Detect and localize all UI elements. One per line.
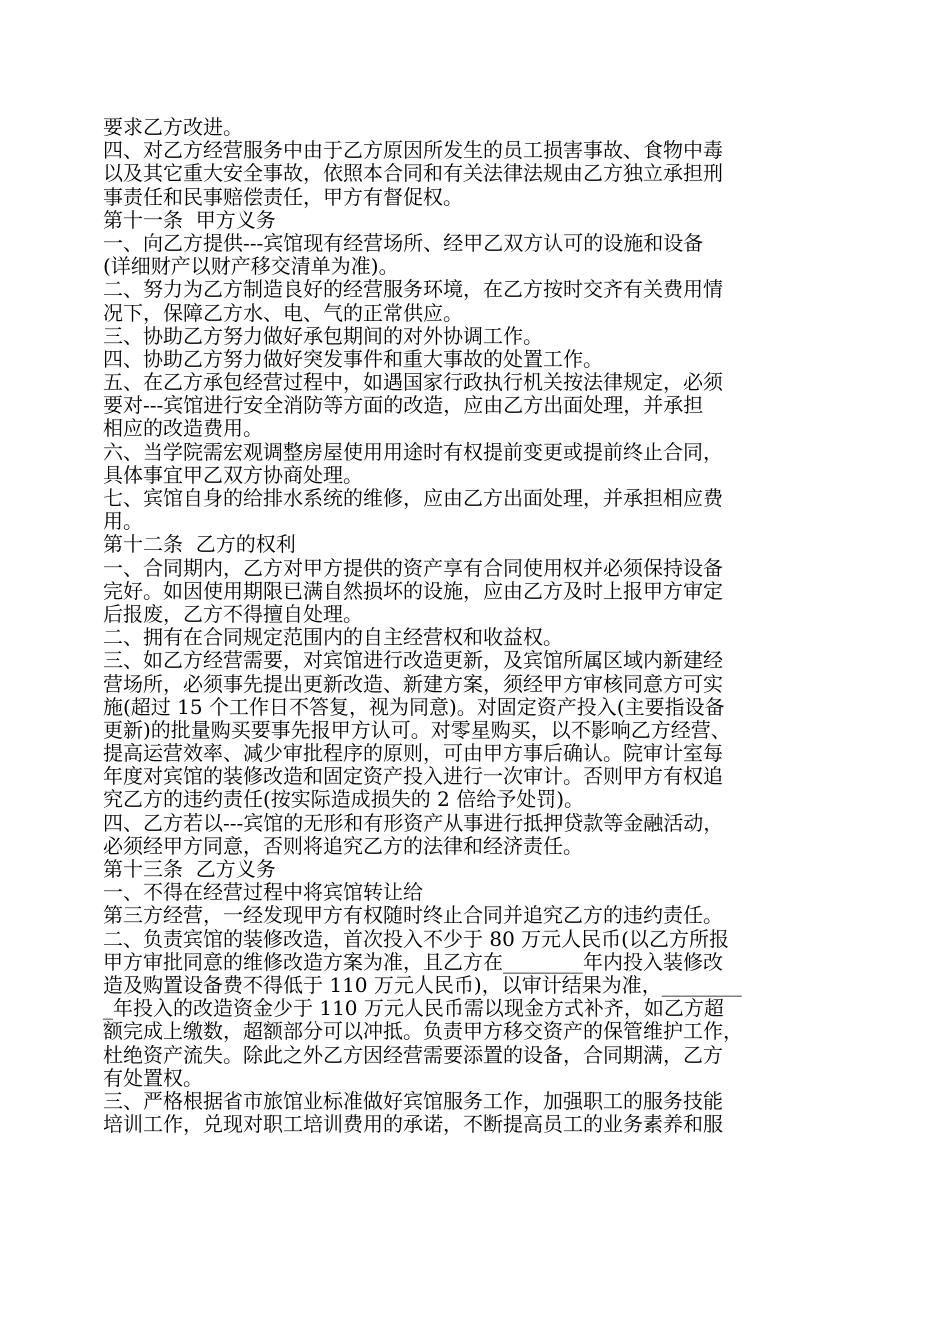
text-line: 施(超过 15 个工作日不答复，视为同意)。对固定资产投入(主要指设备 bbox=[103, 694, 725, 719]
text-line: 要求乙方改进。 bbox=[103, 115, 243, 139]
text-line: 二、拥有在合同规定范围内的自主经营权和收益权。 bbox=[103, 625, 563, 650]
text-line: 究乙方的违约责任(按实际造成损失的 2 倍给予处罚)。 bbox=[103, 787, 585, 812]
document-body bbox=[103, 116, 863, 1136]
text-line: 造及购置设备费不得低于 110 万元人民币)，以审计结果为准，________ bbox=[103, 972, 742, 997]
text-line: 七、宾馆自身的给排水系统的维修，应由乙方出面处理，并承担相应费 bbox=[103, 486, 723, 510]
text-line: 完好。如因使用期限已满自然损坏的设施，应由乙方及时上报甲方审定 bbox=[103, 578, 723, 603]
text-line: 甲方审批同意的维修改造方案为准，且乙方在________年内投入装修改 bbox=[103, 949, 723, 974]
text-line: 要对---宾馆进行安全消防等方面的改造，应由乙方出面处理，并承担 bbox=[103, 393, 704, 418]
text-line: 年度对宾馆的装修改造和固定资产投入进行一次审计。否则甲方有权追 bbox=[103, 764, 723, 789]
text-line: 培训工作，兑现对职工培训费用的承诺，不断提高员工的业务素养和服 bbox=[103, 1112, 723, 1137]
text-line: _年投入的改造资金少于 110 万元人民币需以现金方式补齐，如乙方超 bbox=[103, 996, 724, 1021]
text-line: 额完成上缴数，超额部分可以冲抵。负责甲方移交资产的保管维护工作， bbox=[103, 1019, 743, 1044]
text-line: 二、负责宾馆的装修改造，首次投入不少于 80 万元人民币(以乙方所报 bbox=[103, 926, 729, 951]
text-line: 相应的改造费用。 bbox=[103, 416, 263, 441]
text-line: 三、协助乙方努力做好承包期间的对外协调工作。 bbox=[103, 323, 543, 348]
text-line: 事责任和民事赔偿责任，甲方有督促权。 bbox=[103, 184, 463, 209]
text-line: 更新)的批量购买要事先报甲方认可。对零星购买，以不影响乙方经营、 bbox=[103, 717, 731, 742]
text-line: 四、对乙方经营服务中由于乙方原因所发生的员工损害事故、食物中毒 bbox=[103, 138, 723, 163]
text-line: 四、乙方若以---宾馆的无形和有形资产从事进行抵押贷款等金融活动， bbox=[103, 810, 724, 835]
text-line: 第三方经营，一经发现甲方有权随时终止合同并追究乙方的违约责任。 bbox=[103, 903, 723, 928]
text-line: 一、向乙方提供---宾馆现有经营场所、经甲乙双方认可的设施和设备 bbox=[103, 230, 704, 255]
text-line: 五、在乙方承包经营过程中，如遇国家行政执行机关按法律规定，必须 bbox=[103, 370, 723, 395]
text-line: 提高运营效率、减少审批程序的原则，可由甲方事后确认。院审计室每 bbox=[103, 741, 723, 766]
text-line: 后报废，乙方不得擅自处理。 bbox=[103, 601, 363, 626]
section-heading: 第十二条 乙方的权利 bbox=[103, 532, 296, 557]
text-line: 六、当学院需宏观调整房屋使用用途时有权提前变更或提前终止合同， bbox=[103, 439, 723, 464]
section-heading: 第十三条 乙方义务 bbox=[103, 857, 276, 881]
text-line: 一、不得在经营过程中将宾馆转让给 bbox=[103, 880, 423, 905]
text-line: 杜绝资产流失。除此之外乙方因经营需要添置的设备，合同期满，乙方 bbox=[103, 1042, 723, 1067]
text-line: 以及其它重大安全事故，依照本合同和有关法律法规由乙方独立承担刑 bbox=[103, 161, 723, 186]
text-line: 二、努力为乙方制造良好的经营服务环境，在乙方按时交齐有关费用情 bbox=[103, 277, 723, 302]
text-line: 具体事宜甲乙双方协商处理。 bbox=[103, 462, 363, 487]
text-line: (详细财产以财产移交清单为准)。 bbox=[103, 254, 399, 279]
text-line: 必须经甲方同意，否则将追究乙方的法律和经济责任。 bbox=[103, 833, 583, 858]
text-line: 营场所，必须事先提出更新改造、新建方案，须经甲方审核同意方可实 bbox=[103, 671, 723, 696]
text-line: 三、如乙方经营需要，对宾馆进行改造更新，及宾馆所属区域内新建经 bbox=[103, 648, 723, 673]
text-line: 用。 bbox=[103, 509, 143, 534]
text-line: 一、合同期内，乙方对甲方提供的资产享有合同使用权并必须保持设备 bbox=[103, 555, 723, 580]
section-heading: 第十一条 甲方义务 bbox=[103, 207, 276, 232]
text-line: 四、协助乙方努力做好突发事件和重大事故的处置工作。 bbox=[103, 346, 603, 371]
text-line: 有处置权。 bbox=[103, 1065, 203, 1090]
text-line: 况下，保障乙方水、电、气的正常供应。 bbox=[103, 300, 463, 325]
text-line: 三、严格根据省市旅馆业标准做好宾馆服务工作，加强职工的服务技能 bbox=[103, 1088, 723, 1113]
